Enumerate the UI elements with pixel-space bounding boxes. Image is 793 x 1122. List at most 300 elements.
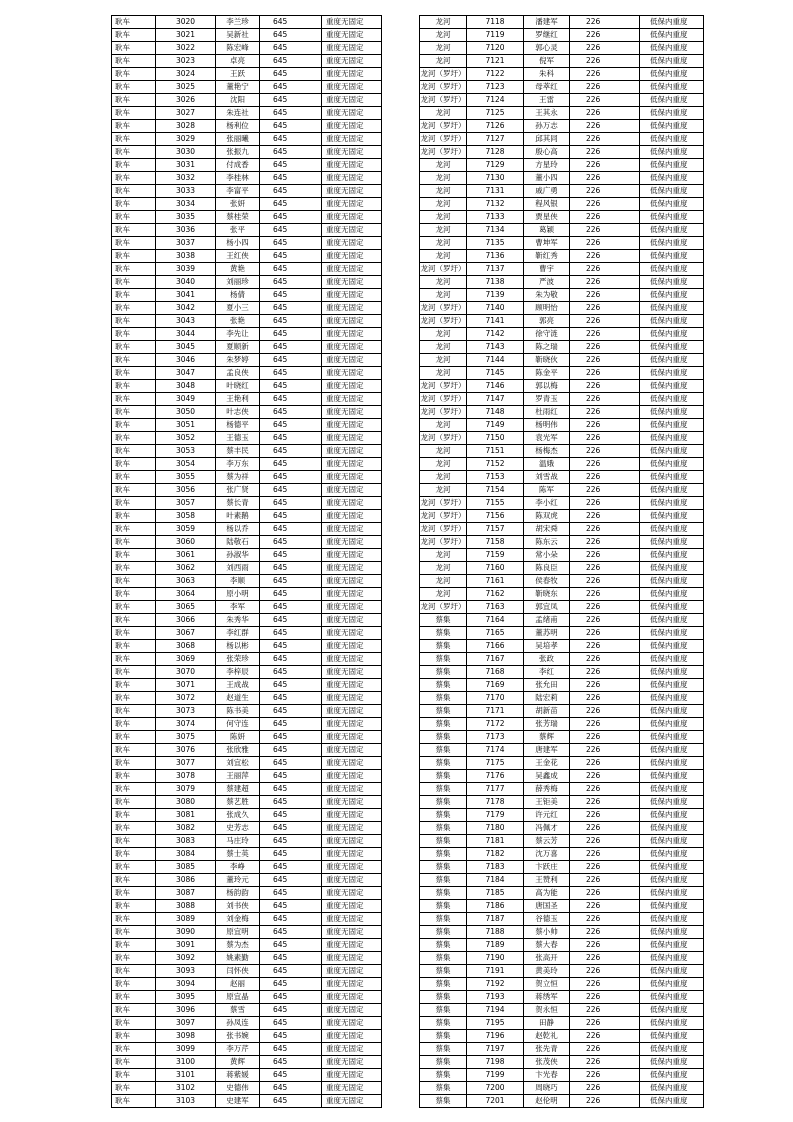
- name-cell: 陆宏莉: [524, 692, 570, 705]
- table-row: [112, 705, 382, 718]
- category-cell: 低保内重度: [640, 81, 704, 94]
- amount-cell: 226: [570, 276, 640, 289]
- category-cell: 低保内重度: [640, 887, 704, 900]
- name-cell: 蔡长青: [216, 497, 260, 510]
- name-cell: 姚素勤: [216, 952, 260, 965]
- id-cell: 7199: [467, 1069, 524, 1082]
- id-cell: 3100: [156, 1056, 216, 1069]
- name-cell: 马庄玲: [216, 835, 260, 848]
- category-cell: 重度无固定: [322, 68, 382, 81]
- id-cell: 3069: [156, 653, 216, 666]
- amount-cell: 645: [260, 354, 322, 367]
- amount-cell: 645: [260, 315, 322, 328]
- id-cell: 7192: [467, 978, 524, 991]
- amount-cell: 226: [570, 913, 640, 926]
- table-row: [112, 653, 382, 666]
- district-cell: 耿车: [112, 718, 156, 731]
- id-cell: 7159: [467, 549, 524, 562]
- amount-cell: 226: [570, 887, 640, 900]
- name-cell: 殷心高: [524, 146, 570, 159]
- amount-cell: 645: [260, 380, 322, 393]
- id-cell: 7163: [467, 601, 524, 614]
- district-cell: 龙河（罗圩）: [420, 315, 467, 328]
- district-cell: 龙河: [420, 16, 467, 29]
- category-cell: 重度无固定: [322, 302, 382, 315]
- name-cell: 董艳宁: [216, 81, 260, 94]
- name-cell: 刘雪战: [524, 471, 570, 484]
- table-row: [420, 1056, 704, 1069]
- category-cell: 低保内重度: [640, 523, 704, 536]
- table-row: [112, 744, 382, 757]
- amount-cell: 645: [260, 328, 322, 341]
- id-cell: 3027: [156, 107, 216, 120]
- amount-cell: 226: [570, 1095, 640, 1108]
- table-row: [420, 1043, 704, 1056]
- name-cell: 朱科: [524, 68, 570, 81]
- name-cell: 付成香: [216, 159, 260, 172]
- id-cell: 7200: [467, 1082, 524, 1095]
- id-cell: 3021: [156, 29, 216, 42]
- category-cell: 重度无固定: [322, 328, 382, 341]
- category-cell: 重度无固定: [322, 172, 382, 185]
- table-row: [420, 835, 704, 848]
- id-cell: 7119: [467, 29, 524, 42]
- category-cell: 重度无固定: [322, 120, 382, 133]
- district-cell: 耿车: [112, 601, 156, 614]
- right-table: [419, 15, 704, 1108]
- id-cell: 3079: [156, 783, 216, 796]
- name-cell: 袁光军: [524, 432, 570, 445]
- id-cell: 3050: [156, 406, 216, 419]
- amount-cell: 645: [260, 1082, 322, 1095]
- amount-cell: 645: [260, 978, 322, 991]
- id-cell: 3051: [156, 419, 216, 432]
- name-cell: 刘金梅: [216, 913, 260, 926]
- category-cell: 低保内重度: [640, 354, 704, 367]
- table-row: [420, 419, 704, 432]
- amount-cell: 226: [570, 523, 640, 536]
- amount-cell: 645: [260, 1056, 322, 1069]
- table-row: [112, 731, 382, 744]
- category-cell: 重度无固定: [322, 614, 382, 627]
- category-cell: 低保内重度: [640, 705, 704, 718]
- table-row: [420, 341, 704, 354]
- category-cell: 低保内重度: [640, 471, 704, 484]
- district-cell: 龙河（罗圩）: [420, 536, 467, 549]
- district-cell: 耿车: [112, 783, 156, 796]
- amount-cell: 226: [570, 185, 640, 198]
- id-cell: 7139: [467, 289, 524, 302]
- table-row: [420, 796, 704, 809]
- category-cell: 低保内重度: [640, 796, 704, 809]
- id-cell: 3091: [156, 939, 216, 952]
- district-cell: 耿车: [112, 1082, 156, 1095]
- name-cell: 戚广勇: [524, 185, 570, 198]
- id-cell: 3034: [156, 198, 216, 211]
- id-cell: 3062: [156, 562, 216, 575]
- id-cell: 7179: [467, 809, 524, 822]
- district-cell: 耿车: [112, 16, 156, 29]
- category-cell: 低保内重度: [640, 601, 704, 614]
- name-cell: 孙万志: [524, 120, 570, 133]
- district-cell: 耿车: [112, 913, 156, 926]
- district-cell: 耿车: [112, 731, 156, 744]
- amount-cell: 645: [260, 666, 322, 679]
- id-cell: 7132: [467, 198, 524, 211]
- category-cell: 重度无固定: [322, 94, 382, 107]
- category-cell: 低保内重度: [640, 367, 704, 380]
- id-cell: 3029: [156, 133, 216, 146]
- table-row: [112, 692, 382, 705]
- name-cell: 夏小三: [216, 302, 260, 315]
- district-cell: 龙河: [420, 237, 467, 250]
- name-cell: 张荣珍: [216, 653, 260, 666]
- category-cell: 重度无固定: [322, 770, 382, 783]
- category-cell: 低保内重度: [640, 666, 704, 679]
- district-cell: 耿车: [112, 809, 156, 822]
- district-cell: 蔡集: [420, 952, 467, 965]
- district-cell: 耿车: [112, 471, 156, 484]
- district-cell: 耿车: [112, 523, 156, 536]
- category-cell: 低保内重度: [640, 783, 704, 796]
- amount-cell: 226: [570, 718, 640, 731]
- id-cell: 7195: [467, 1017, 524, 1030]
- name-cell: 孙凤连: [216, 1017, 260, 1030]
- table-row: [420, 68, 704, 81]
- category-cell: 低保内重度: [640, 107, 704, 120]
- table-row: [112, 887, 382, 900]
- amount-cell: 226: [570, 146, 640, 159]
- name-cell: 张成久: [216, 809, 260, 822]
- district-cell: 龙河: [420, 341, 467, 354]
- id-cell: 7171: [467, 705, 524, 718]
- id-cell: 3073: [156, 705, 216, 718]
- district-cell: 蔡集: [420, 718, 467, 731]
- district-cell: 耿车: [112, 367, 156, 380]
- category-cell: 低保内重度: [640, 497, 704, 510]
- table-row: [112, 510, 382, 523]
- table-row: [420, 640, 704, 653]
- district-cell: 耿车: [112, 198, 156, 211]
- district-cell: 耿车: [112, 835, 156, 848]
- table-row: [112, 575, 382, 588]
- district-cell: 龙河: [420, 55, 467, 68]
- category-cell: 低保内重度: [640, 744, 704, 757]
- name-cell: 何守连: [216, 718, 260, 731]
- category-cell: 重度无固定: [322, 666, 382, 679]
- district-cell: 蔡集: [420, 991, 467, 1004]
- id-cell: 3097: [156, 1017, 216, 1030]
- category-cell: 重度无固定: [322, 939, 382, 952]
- amount-cell: 645: [260, 484, 322, 497]
- name-cell: 蒋紫媛: [216, 1069, 260, 1082]
- amount-cell: 226: [570, 783, 640, 796]
- table-row: [112, 913, 382, 926]
- id-cell: 3093: [156, 965, 216, 978]
- amount-cell: 645: [260, 900, 322, 913]
- category-cell: 低保内重度: [640, 393, 704, 406]
- district-cell: 耿车: [112, 354, 156, 367]
- category-cell: 重度无固定: [322, 900, 382, 913]
- amount-cell: 645: [260, 653, 322, 666]
- name-cell: 陈双虎: [524, 510, 570, 523]
- id-cell: 7181: [467, 835, 524, 848]
- table-row: [112, 1056, 382, 1069]
- name-cell: 贺立恒: [524, 978, 570, 991]
- id-cell: 7160: [467, 562, 524, 575]
- amount-cell: 645: [260, 120, 322, 133]
- name-cell: 唐建军: [524, 744, 570, 757]
- table-row: [112, 809, 382, 822]
- category-cell: 低保内重度: [640, 510, 704, 523]
- district-cell: 耿车: [112, 705, 156, 718]
- table-row: [112, 991, 382, 1004]
- table-row: [112, 471, 382, 484]
- category-cell: 重度无固定: [322, 991, 382, 1004]
- table-row: [420, 562, 704, 575]
- id-cell: 3075: [156, 731, 216, 744]
- amount-cell: 226: [570, 367, 640, 380]
- category-cell: 重度无固定: [322, 562, 382, 575]
- district-cell: 耿车: [112, 952, 156, 965]
- table-row: [112, 55, 382, 68]
- id-cell: 7133: [467, 211, 524, 224]
- table-row: [112, 302, 382, 315]
- name-cell: 贾星侠: [524, 211, 570, 224]
- category-cell: 重度无固定: [322, 848, 382, 861]
- table-row: [112, 133, 382, 146]
- district-cell: 龙河（罗圩）: [420, 68, 467, 81]
- table-row: [112, 250, 382, 263]
- id-cell: 3084: [156, 848, 216, 861]
- table-row: [112, 614, 382, 627]
- amount-cell: 226: [570, 1069, 640, 1082]
- id-cell: 7167: [467, 653, 524, 666]
- table-row: [420, 250, 704, 263]
- id-cell: 3065: [156, 601, 216, 614]
- table-row: [112, 861, 382, 874]
- name-cell: 王其永: [524, 107, 570, 120]
- id-cell: 7121: [467, 55, 524, 68]
- district-cell: 耿车: [112, 211, 156, 224]
- table-row: [420, 822, 704, 835]
- category-cell: 重度无固定: [322, 692, 382, 705]
- category-cell: 低保内重度: [640, 211, 704, 224]
- district-cell: 龙河: [420, 484, 467, 497]
- district-cell: 蔡集: [420, 861, 467, 874]
- district-cell: 龙河: [420, 107, 467, 120]
- table-row: [420, 224, 704, 237]
- id-cell: 3049: [156, 393, 216, 406]
- amount-cell: 226: [570, 354, 640, 367]
- id-cell: 3055: [156, 471, 216, 484]
- name-cell: 蔡为祥: [216, 471, 260, 484]
- category-cell: 低保内重度: [640, 848, 704, 861]
- name-cell: 杨以乔: [216, 523, 260, 536]
- table-row: [112, 588, 382, 601]
- name-cell: 王红侠: [216, 250, 260, 263]
- district-cell: 耿车: [112, 224, 156, 237]
- name-cell: 王成战: [216, 679, 260, 692]
- amount-cell: 645: [260, 679, 322, 692]
- id-cell: 7194: [467, 1004, 524, 1017]
- id-cell: 3047: [156, 367, 216, 380]
- id-cell: 7152: [467, 458, 524, 471]
- amount-cell: 645: [260, 42, 322, 55]
- amount-cell: 226: [570, 848, 640, 861]
- category-cell: 低保内重度: [640, 640, 704, 653]
- name-cell: 侯春牧: [524, 575, 570, 588]
- id-cell: 3087: [156, 887, 216, 900]
- table-row: [112, 822, 382, 835]
- category-cell: 低保内重度: [640, 939, 704, 952]
- id-cell: 3053: [156, 445, 216, 458]
- district-cell: 龙河: [420, 458, 467, 471]
- id-cell: 3078: [156, 770, 216, 783]
- table-row: [420, 653, 704, 666]
- category-cell: 重度无固定: [322, 471, 382, 484]
- category-cell: 低保内重度: [640, 29, 704, 42]
- category-cell: 重度无固定: [322, 510, 382, 523]
- id-cell: 3040: [156, 276, 216, 289]
- table-row: [112, 458, 382, 471]
- name-cell: 史芳志: [216, 822, 260, 835]
- table-row: [112, 120, 382, 133]
- district-cell: 耿车: [112, 484, 156, 497]
- district-cell: 蔡集: [420, 653, 467, 666]
- table-row: [112, 29, 382, 42]
- category-cell: 重度无固定: [322, 653, 382, 666]
- id-cell: 7172: [467, 718, 524, 731]
- category-cell: 低保内重度: [640, 315, 704, 328]
- district-cell: 耿车: [112, 1030, 156, 1043]
- name-cell: 温娥: [524, 458, 570, 471]
- name-cell: 张艳: [216, 315, 260, 328]
- category-cell: 重度无固定: [322, 263, 382, 276]
- name-cell: 吴培孝: [524, 640, 570, 653]
- id-cell: 7174: [467, 744, 524, 757]
- district-cell: 龙河（罗圩）: [420, 263, 467, 276]
- table-row: [112, 393, 382, 406]
- category-cell: 低保内重度: [640, 237, 704, 250]
- name-cell: 倪军: [524, 55, 570, 68]
- id-cell: 7180: [467, 822, 524, 835]
- amount-cell: 226: [570, 497, 640, 510]
- district-cell: 蔡集: [420, 809, 467, 822]
- category-cell: 低保内重度: [640, 289, 704, 302]
- table-row: [112, 835, 382, 848]
- district-cell: 耿车: [112, 133, 156, 146]
- id-cell: 3035: [156, 211, 216, 224]
- category-cell: 重度无固定: [322, 354, 382, 367]
- amount-cell: 226: [570, 263, 640, 276]
- table-row: [420, 770, 704, 783]
- amount-cell: 226: [570, 835, 640, 848]
- amount-cell: 645: [260, 939, 322, 952]
- id-cell: 3070: [156, 666, 216, 679]
- name-cell: 冯佩才: [524, 822, 570, 835]
- name-cell: 卞光春: [524, 1069, 570, 1082]
- category-cell: 低保内重度: [640, 146, 704, 159]
- id-cell: 3103: [156, 1095, 216, 1108]
- category-cell: 重度无固定: [322, 705, 382, 718]
- category-cell: 低保内重度: [640, 575, 704, 588]
- id-cell: 3102: [156, 1082, 216, 1095]
- id-cell: 7201: [467, 1095, 524, 1108]
- category-cell: 低保内重度: [640, 445, 704, 458]
- table-row: [112, 81, 382, 94]
- id-cell: 7136: [467, 250, 524, 263]
- name-cell: 朱为敬: [524, 289, 570, 302]
- category-cell: 重度无固定: [322, 601, 382, 614]
- id-cell: 3063: [156, 575, 216, 588]
- id-cell: 3090: [156, 926, 216, 939]
- table-row: [420, 1069, 704, 1082]
- name-cell: 李顺: [216, 575, 260, 588]
- district-cell: 龙河: [420, 172, 467, 185]
- district-cell: 龙河（罗圩）: [420, 393, 467, 406]
- category-cell: 低保内重度: [640, 549, 704, 562]
- name-cell: 李桂林: [216, 172, 260, 185]
- district-cell: 龙河（罗圩）: [420, 94, 467, 107]
- district-cell: 耿车: [112, 107, 156, 120]
- id-cell: 3089: [156, 913, 216, 926]
- table-row: [112, 978, 382, 991]
- amount-cell: 645: [260, 952, 322, 965]
- id-cell: 3057: [156, 497, 216, 510]
- category-cell: 低保内重度: [640, 718, 704, 731]
- district-cell: 耿车: [112, 172, 156, 185]
- amount-cell: 645: [260, 536, 322, 549]
- table-row: [420, 42, 704, 55]
- name-cell: 罗继红: [524, 29, 570, 42]
- id-cell: 7126: [467, 120, 524, 133]
- id-cell: 7122: [467, 68, 524, 81]
- name-cell: 张先青: [524, 1043, 570, 1056]
- name-cell: 孟绪甫: [524, 614, 570, 627]
- table-row: [112, 406, 382, 419]
- name-cell: 闫怀侠: [216, 965, 260, 978]
- id-cell: 3043: [156, 315, 216, 328]
- category-cell: 低保内重度: [640, 1056, 704, 1069]
- table-row: [420, 367, 704, 380]
- district-cell: 龙河（罗圩）: [420, 133, 467, 146]
- amount-cell: 645: [260, 874, 322, 887]
- amount-cell: 226: [570, 536, 640, 549]
- name-cell: 蔡辉: [524, 731, 570, 744]
- name-cell: 李富平: [216, 185, 260, 198]
- district-cell: 耿车: [112, 419, 156, 432]
- table-row: [420, 81, 704, 94]
- id-cell: 3048: [156, 380, 216, 393]
- id-cell: 3067: [156, 627, 216, 640]
- category-cell: 重度无固定: [322, 796, 382, 809]
- amount-cell: 645: [260, 549, 322, 562]
- district-cell: 龙河: [420, 250, 467, 263]
- table-row: [420, 185, 704, 198]
- district-cell: 耿车: [112, 627, 156, 640]
- category-cell: 重度无固定: [322, 575, 382, 588]
- district-cell: 耿车: [112, 614, 156, 627]
- left-table-body: [112, 16, 382, 1108]
- amount-cell: 226: [570, 588, 640, 601]
- table-row: [420, 1004, 704, 1017]
- amount-cell: 645: [260, 302, 322, 315]
- amount-cell: 645: [260, 1017, 322, 1030]
- district-cell: 龙河（罗圩）: [420, 81, 467, 94]
- id-cell: 3060: [156, 536, 216, 549]
- name-cell: 郭宜凤: [524, 601, 570, 614]
